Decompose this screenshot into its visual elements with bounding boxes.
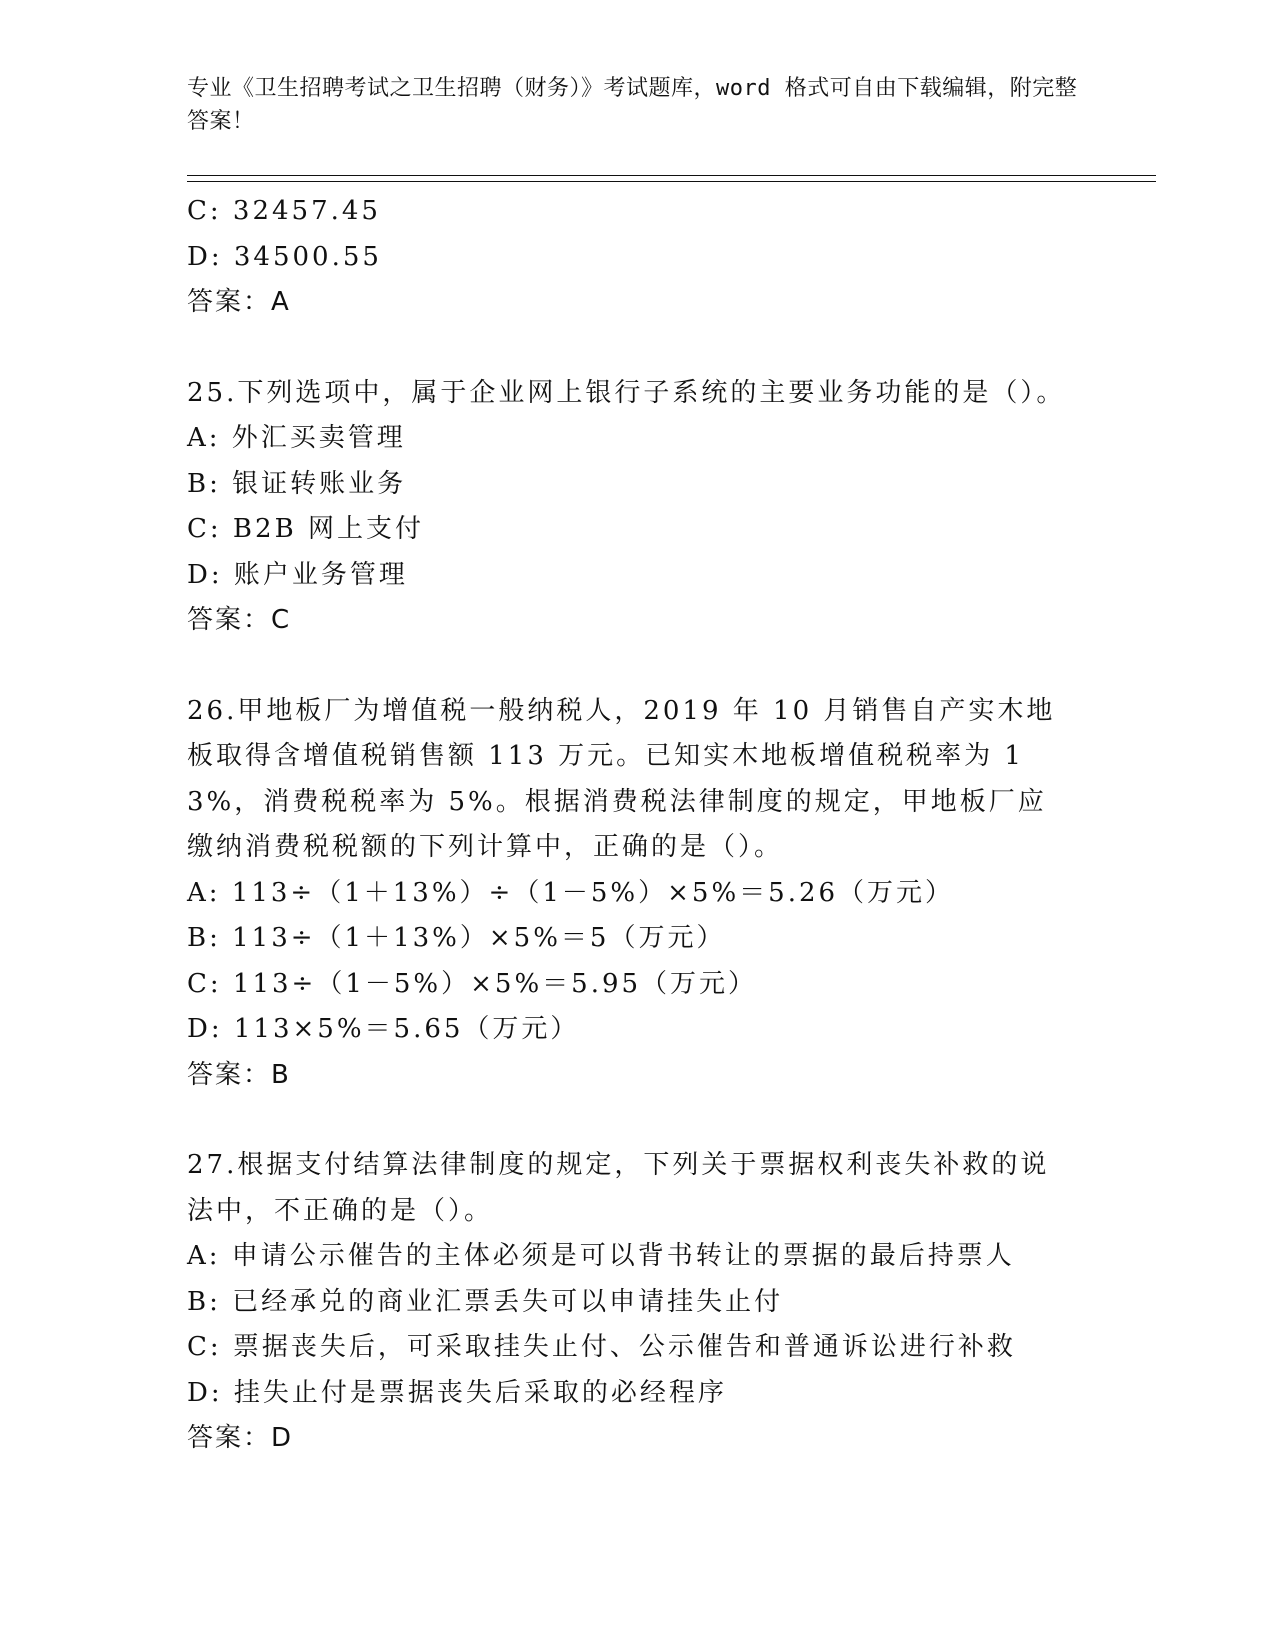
question-text: 26.甲地板厂为增值税一般纳税人，2019 年 10 月销售自产实木地板取得含增值税销售额 113 万元。已知实木地板增值税税率为 13%，消费税税率为 5%。根据消费税法律制度的规定，甲地板厂应缴纳消费税税额的下列计算中，正确的是（）。 [187, 695, 1056, 862]
option-a: A: 申请公示催告的主体必须是可以背书转让的票据的最后持票人 [187, 1241, 1015, 1271]
option-b: B: 银证转账业务 [187, 468, 407, 499]
question-content [187, 189, 1087, 1462]
option-c: C: B2B 网上支付 [187, 514, 424, 544]
question-27 [187, 1143, 1087, 1462]
option-a: A: 外汇买卖管理 [187, 423, 406, 453]
option-a: A: 113÷（1＋13%）÷（1－5%）×5%＝5.26（万元） [187, 877, 955, 908]
question-text: 25.下列选项中，属于企业网上银行子系统的主要业务功能的是（）。 [187, 377, 1066, 408]
option-c: C: 32457.45 [187, 196, 381, 226]
document-header: 专业《卫生招聘考试之卫生招聘（财务）》考试题库，word 格式可自由下载编辑，附完整答案！ [187, 76, 1078, 134]
answer-line: 答案：C [187, 605, 292, 635]
option-d: D: 挂失止付是票据丧失后采取的必经程序 [187, 1377, 727, 1408]
question-26 [187, 689, 1087, 1099]
option-d: D: 账户业务管理 [187, 559, 408, 590]
option-b: B: 已经承兑的商业汇票丢失可以申请挂失止付 [187, 1286, 784, 1317]
option-c: C: 113÷（1－5%）×5%＝5.95（万元） [187, 968, 758, 999]
question-text: 27.根据支付结算法律制度的规定，下列关于票据权利丧失补救的说法中，不正确的是（）。 [187, 1150, 1050, 1226]
option-d: D: 34500.55 [187, 241, 382, 272]
answer-line: 答案：D [187, 1423, 294, 1453]
question-25 [187, 371, 1087, 644]
option-c: C: 票据丧失后，可采取挂失止付、公示催告和普通诉讼进行补救 [187, 1332, 1016, 1362]
carryover-block [187, 189, 1087, 326]
answer-line: 答案：B [187, 1059, 291, 1090]
header-rule-bottom [187, 181, 1156, 182]
header-rule-top [187, 175, 1156, 176]
option-d: D: 113×5%＝5.65（万元） [187, 1014, 580, 1044]
answer-line: 答案：A [187, 287, 291, 317]
option-b: B: 113÷（1＋13%）×5%＝5（万元） [187, 923, 726, 953]
